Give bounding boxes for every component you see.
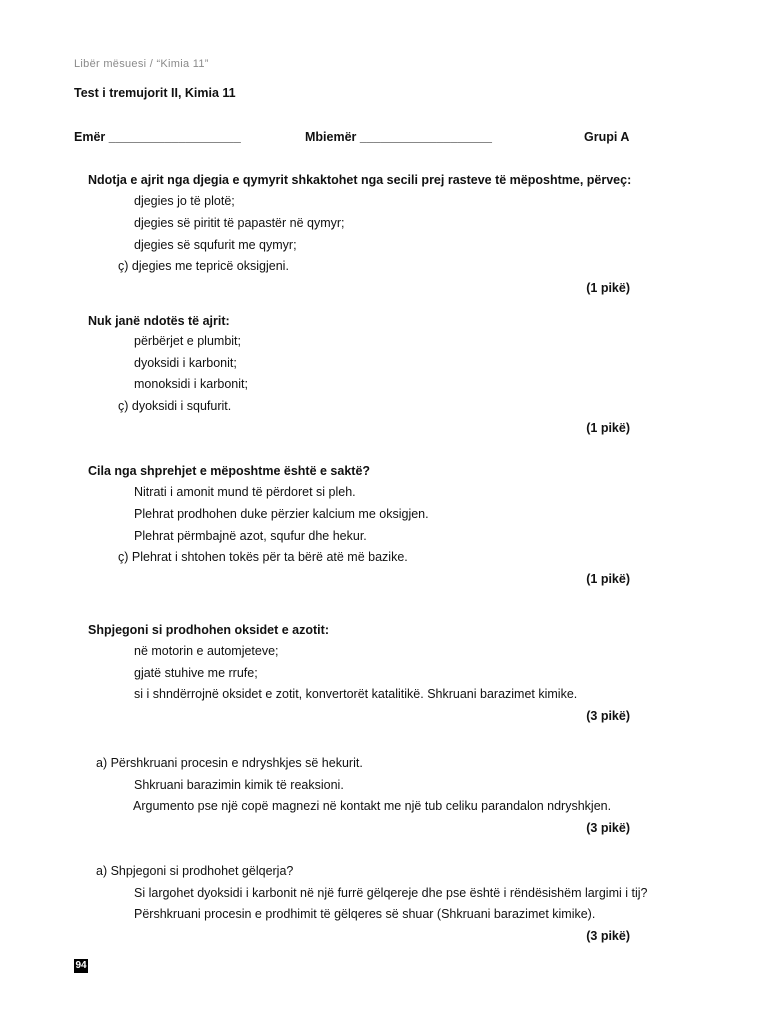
book-header: Libër mësuesi / “Kimia 11” — [74, 58, 209, 70]
question-6-option: Si largohet dyoksidi i karbonit në një furrë gëlqereje dhe pse është i rëndësishëm largimi i tij? — [134, 886, 648, 900]
question-1-text: Ndotja e ajrit nga djegia e qymyrit shkaktohet nga secili prej rasteve të mëposhtme, përveç: — [88, 173, 632, 187]
question-6-text: a) Shpjegoni si prodhohet gëlqerja? — [96, 864, 294, 878]
question-1-option: djegies jo të plotë; — [134, 194, 235, 208]
question-2-points: (1 pikë) — [586, 421, 630, 435]
question-6-option: Përshkruani procesin e prodhimit të gëlqeres së shuar (Shkruani barazimet kimike). — [134, 907, 596, 921]
question-3-points: (1 pikë) — [586, 572, 630, 586]
question-4-points: (3 pikë) — [586, 709, 630, 723]
name-field: Emër ___________________ — [74, 130, 241, 144]
question-2-option: përbërjet e plumbit; — [134, 334, 242, 348]
question-1-option: ç) djegies me tepricë oksigjeni. — [118, 259, 289, 273]
question-2-option: ç) dyoksidi i squfurit. — [118, 399, 232, 413]
question-5-text: a) Përshkruani procesin e ndryshkjes së hekurit. — [96, 756, 363, 770]
question-4-option: në motorin e automjeteve; — [134, 644, 279, 658]
page-number: 94 — [75, 960, 87, 971]
test-title: Test i tremujorit II, Kimia 11 — [74, 86, 236, 100]
question-1-points: (1 pikë) — [586, 281, 630, 295]
question-5-option: Argumento pse një copë magnezi në kontakt me një tub celiku parandalon ndryshkjen. — [133, 799, 612, 813]
question-3-option: Plehrat përmbajnë azot, squfur dhe hekur. — [134, 529, 367, 543]
question-6-points: (3 pikë) — [586, 929, 630, 943]
question-5-option: Shkruani barazimin kimik të reaksioni. — [134, 778, 344, 792]
question-4-text: Shpjegoni si prodhohen oksidet e azotit: — [88, 623, 329, 637]
question-4-option: si i shndërrojnë oksidet e zotit, konvertorët katalitikë. Shkruani barazimet kimike. — [134, 687, 578, 701]
question-3-option: Nitrati i amonit mund të përdoret si pleh. — [134, 485, 356, 499]
question-2-option: monoksidi i karbonit; — [134, 377, 248, 391]
question-3-option: ç) Plehrat i shtohen tokës për ta bërë atë më bazike. — [118, 550, 408, 564]
question-3-option: Plehrat prodhohen duke përzier kalcium me oksigjen. — [134, 507, 429, 521]
question-2-text: Nuk janë ndotës të ajrit: — [88, 314, 230, 328]
question-1-option: djegies së squfurit me qymyr; — [134, 238, 297, 252]
group-label: Grupi A — [584, 130, 630, 144]
question-3-text: Cila nga shprehjet e mëposhtme është e saktë? — [88, 464, 371, 478]
question-1-option: djegies së piritit të papastër në qymyr; — [134, 216, 345, 230]
question-2-option: dyoksidi i karbonit; — [134, 356, 237, 370]
surname-field: Mbiemër ___________________ — [305, 130, 492, 144]
question-5-points: (3 pikë) — [586, 821, 630, 835]
question-4-option: gjatë stuhive me rrufe; — [134, 666, 258, 680]
